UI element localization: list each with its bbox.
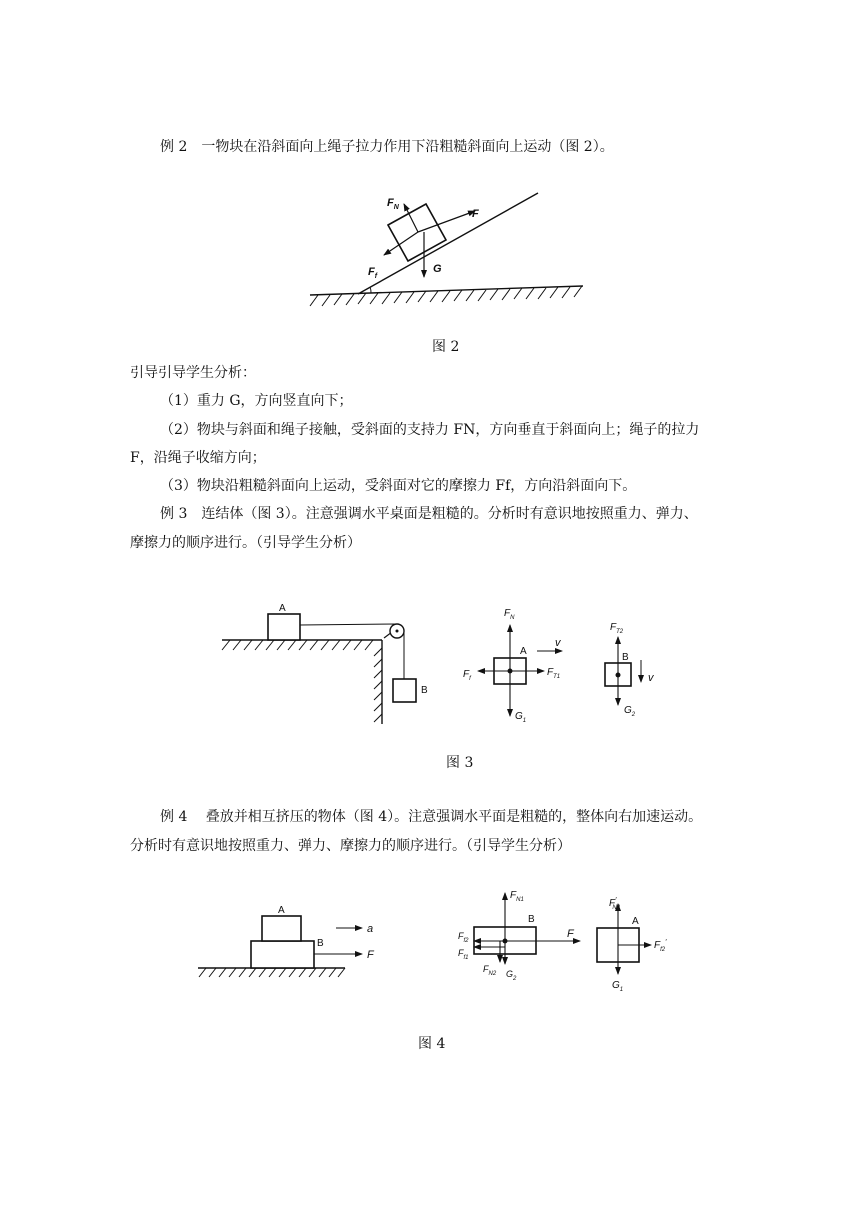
label-fn: $F_N$ [387, 197, 399, 211]
block-a-4-label: A [278, 905, 285, 916]
fbd4-b-fn2-label: $F_{N2}$ [483, 964, 497, 977]
label-f: F [472, 208, 479, 220]
fbd-b-ft2-label: $F_{T2}$ [610, 622, 624, 635]
figure-2-caption: 图 2 [432, 339, 460, 355]
analysis-item-1: （1）重力 G，方向竖直向下； [160, 393, 353, 409]
block-b-4 [251, 941, 314, 968]
fbd-b-name: B [622, 652, 629, 663]
fbd4-a-g1-label: $G_1$ [612, 980, 624, 993]
fbd-a-g1-label: $G_1$ [515, 711, 527, 724]
fbd-b-g2-label: $G_2$ [624, 705, 636, 718]
block-b-4-label: B [317, 938, 324, 949]
figure-4-caption: 图 4 [418, 1036, 446, 1052]
example4-text-1: 例 4 叠放并相互挤压的物体（图 4）。注意强调水平面是粗糙的，整体向右加速运动。 [160, 809, 703, 825]
block-a-4 [262, 916, 301, 941]
fbd4-b-ff1-label: $F_{f1}$ [458, 948, 469, 961]
fbd4-b-f-label: F [567, 928, 574, 940]
fbd4-a-fn2p-label: F′ N2 [609, 897, 621, 911]
analysis-item-2a: （2）物块与斜面和绳子接触，受斜面的支持力 FN，方向垂直于斜面向上；绳子的拉力 [160, 422, 700, 438]
block-b-label: B [421, 685, 428, 696]
fbd4-b-g2-label: $G_2$ [506, 969, 517, 982]
fbd-a-fn-label: $F_N$ [504, 608, 515, 621]
label-g: G [433, 263, 442, 275]
example2-text: 例 2 一物块在沿斜面向上绳子拉力作用下沿粗糙斜面向上运动（图 2）。 [160, 139, 614, 155]
analysis-item-3: （3）物块沿粗糙斜面向上运动，受斜面对它的摩擦力 Ff，方向沿斜面向下。 [160, 478, 637, 494]
analysis-intro: 引导引导学生分析： [130, 365, 256, 381]
fbd4-a-ff2p-label: $F_{f2}'$ [654, 939, 667, 953]
fbd-a-name: A [520, 646, 527, 657]
fbd4-b-name: B [528, 914, 535, 925]
example3-text-1: 例 3 连结体（图 3）。注意强调水平桌面是粗糙的。分析时有意识地按照重力、弹力、 [160, 506, 698, 522]
fbd4-b-ff2-label: $F_{f2}$ [458, 931, 469, 944]
fbd-a-ft1-label: $F_{T1}$ [547, 667, 561, 680]
fbd-a-ff-label: $F_f$ [463, 669, 471, 682]
applied-force-label: F [367, 949, 374, 961]
figure-3-caption: 图 3 [446, 755, 474, 771]
fbd-b-v-label: v [648, 672, 654, 684]
fbd4-a-name: A [632, 916, 639, 927]
example3-text-2: 摩擦力的顺序进行。（引导学生分析） [130, 535, 361, 551]
acceleration-label: a [367, 923, 374, 935]
label-ff: $F_f$ [368, 266, 378, 280]
fbd-a-v-label: v [555, 637, 561, 649]
example4-text-2: 分析时有意识地按照重力、弹力、摩擦力的顺序进行。（引导学生分析） [130, 838, 571, 854]
block-a-label: A [279, 603, 286, 614]
fbd4-b-fn1-label: $F_{N1}$ [510, 890, 524, 903]
analysis-item-2b: F，沿绳子收缩方向； [130, 450, 266, 466]
ground-hatch-4 [199, 968, 345, 977]
